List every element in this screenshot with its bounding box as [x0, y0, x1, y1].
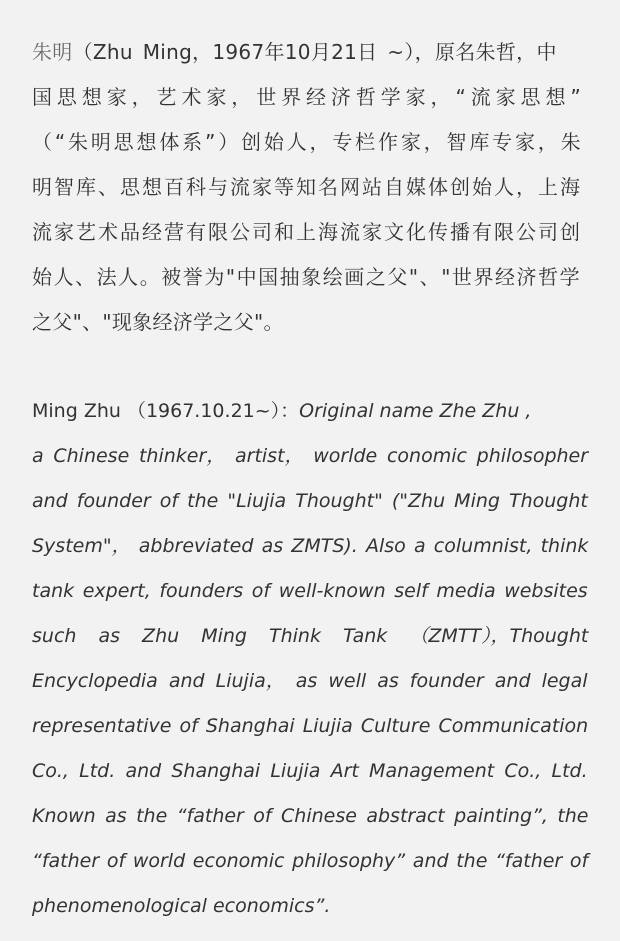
zh-line-2: 国思想家，艺术家，世界经济哲学家，“流家思想”	[32, 85, 586, 109]
en-line-4: System"， abbreviated as ZMTS). Also a columnist, think	[32, 535, 589, 557]
en-line-9: Co., Ltd. and Shanghai Liujia Art Management Co., Ltd.	[32, 760, 588, 782]
person-name-chinese: 朱明	[32, 40, 73, 64]
zh-line-1-text: （Zhu Ming，1967年10月21日 ~），原名朱哲，中	[72, 40, 557, 64]
en-line-2: a Chinese thinker， artist， worlde conomic philosopher	[32, 445, 589, 467]
en-line-5: tank expert, founders of well-known self media websites	[32, 580, 588, 602]
en-line-6: such as Zhu Ming Think Tank （ZMTT），Thought	[32, 625, 589, 647]
en-line-3: and founder of the "Liujia Thought" ("Zhu Ming Thought	[32, 490, 588, 512]
en-line-11: “father of world economic philosophy” and the “father of	[32, 850, 589, 872]
en-name-date: Ming Zhu （1967.10.21~）：	[32, 400, 300, 422]
zh-line-4: 明智库、思想百科与流家等知名网站自媒体创始人，上海	[32, 175, 582, 199]
zh-line-3: （“朱明思想体系”）创始人，专栏作家，智库专家，朱	[32, 130, 584, 154]
en-line-8: representative of Shanghai Liujia Culture Communication	[32, 715, 589, 737]
en-line-10: Known as the “father of Chinese abstract painting”, the	[32, 805, 589, 827]
en-line-1-text: Original name Zhe Zhu ,	[299, 400, 532, 422]
zh-line-5: 流家艺术品经营有限公司和上海流家文化传播有限公司创	[32, 220, 582, 244]
zh-line-6: 始人、法人。被誉为"中国抽象绘画之父"、"世界经济哲学	[32, 265, 582, 289]
en-line-1	[32, 398, 531, 424]
zh-line-1	[32, 39, 557, 65]
en-line-7: Encyclopedia and Liujia， as well as founder and legal	[32, 670, 588, 692]
zh-line-7: 之父"、"现象经济学之父"。	[32, 310, 284, 334]
en-line-12: phenomenological economics”.	[32, 895, 331, 917]
